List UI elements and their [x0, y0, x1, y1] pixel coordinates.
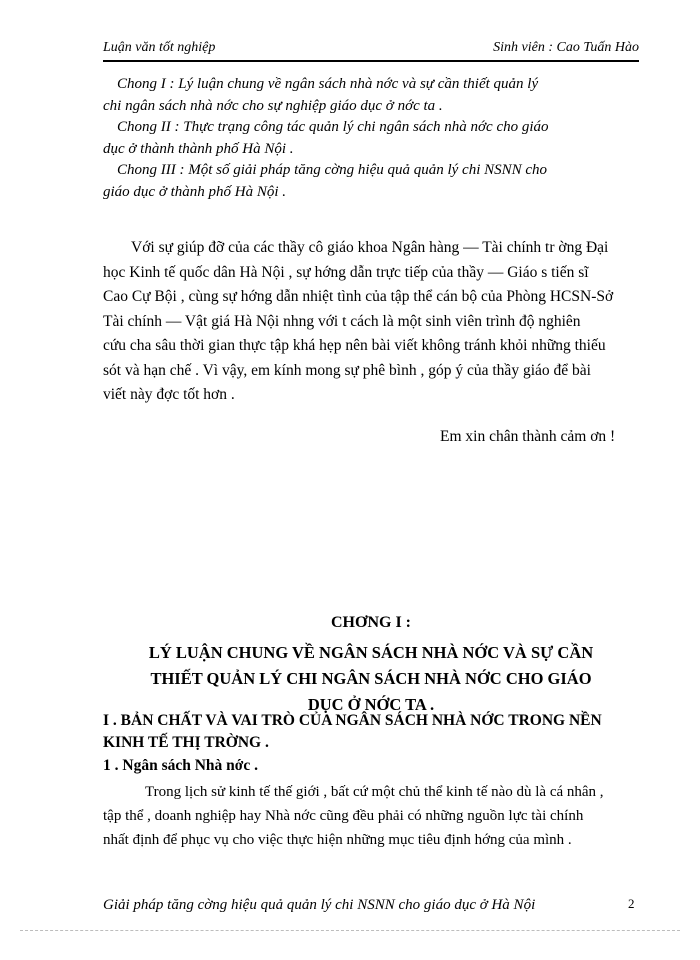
paragraph-line: Cao Cự Bội , cùng sự hớng dẫn nhiệt tình của tập thể cán bộ của Phòng HCSN-Sở [103, 288, 614, 305]
page-header [103, 38, 639, 62]
paragraph-line: sót và hạn chế . Vì vậy, em kính mong sự phê bình , góp ý của thầy giáo để bài [103, 361, 591, 379]
body-paragraph [103, 780, 639, 852]
section-heading-1 [103, 710, 639, 754]
chapter-subtitle-line: DỤC Ở NỚC TA . [307, 695, 435, 714]
paragraph-line: nhất định để phục vụ cho việc thực hiện những mục tiêu định hớng của mình . [103, 832, 572, 848]
chapter-title: CHƠNG I : [331, 614, 411, 631]
paragraph-line: tập thể , doanh nghiệp hay Nhà nớc cũng đều phải có những nguồn lực tài chính [103, 808, 584, 824]
section-heading-line: KINH TẾ THỊ TRỜNG . [103, 734, 269, 751]
outline-chapter-2: Chong II : Thực trạng công tác quản lý chi ngân sách nhà nớc cho giáo [117, 119, 549, 135]
outline-chapter-2-cont: dục ở thành thành phố Hà Nội . [103, 140, 294, 157]
outline-chapter-3-cont: giáo dục ở thành phố Hà Nội . [103, 183, 287, 200]
page-number: 2 [628, 896, 635, 911]
acknowledgement-paragraph [103, 236, 639, 408]
footer-title: Giải pháp tăng cờng hiệu quả quản lý chi NSNN cho giáo dục ở Hà Nội [103, 897, 536, 913]
paragraph-line: cứu cha sâu thời gian thực tập khá hẹp nên bài viết không tránh khỏi những thiếu [103, 337, 606, 354]
thanks-line: Em xin chân thành cảm ơn ! [440, 428, 616, 445]
subsection-heading: 1 . Ngân sách Nhà nớc . [103, 757, 258, 774]
outline-chapter-1-cont: chi ngân sách nhà nớc cho sự nghiệp giáo dục ở nớc ta . [103, 97, 443, 114]
chapter-subtitle-line: LÝ LUẬN CHUNG VỀ NGÂN SÁCH NHÀ NỚC VÀ SỰ CẦN [148, 643, 594, 662]
paragraph-line: Trong lịch sử kinh tế thế giới , bất cứ một chủ thể kinh tế nào dù là cá nhân , [145, 784, 604, 800]
header-thesis-label: Luận văn tốt nghiệp [103, 40, 216, 55]
chapter-subtitle-line: THIẾT QUẢN LÝ CHI NGÂN SÁCH NHÀ NỚC CHO GIÁO [150, 669, 592, 688]
section-heading-line: I . BẢN CHẤT VÀ VAI TRÒ CỦA NGÂN SÁCH NHÀ NỚC TRONG NỀN [103, 712, 602, 729]
header-student-name: Sinh viên : Cao Tuấn Hào [493, 40, 639, 55]
paragraph-line: Với sự giúp đỡ của các thầy cô giáo khoa Ngân hàng — Tài chính tr ờng Đại [131, 239, 609, 256]
chapter-subtitle [103, 640, 639, 718]
paragraph-line: học Kinh tế quốc dân Hà Nội , sự hớng dẫn trực tiếp của thầy — Giáo s tiến sĩ [103, 263, 589, 281]
paragraph-line: viết này đợc tốt hơn . [103, 386, 235, 403]
outline-chapter-3: Chong III : Một số giải pháp tăng cờng hiệu quả quản lý chi NSNN cho [117, 162, 548, 178]
outline-chapter-1: Chong I : Lý luận chung về ngân sách nhà nớc và sự cần thiết quản lý [117, 76, 539, 92]
page-bottom-rule [20, 930, 680, 931]
chapter-outline [103, 74, 639, 203]
paragraph-line: Tài chính — Vật giá Hà Nội nhng với t cách là một sinh viên trình độ nghiên [103, 312, 581, 330]
